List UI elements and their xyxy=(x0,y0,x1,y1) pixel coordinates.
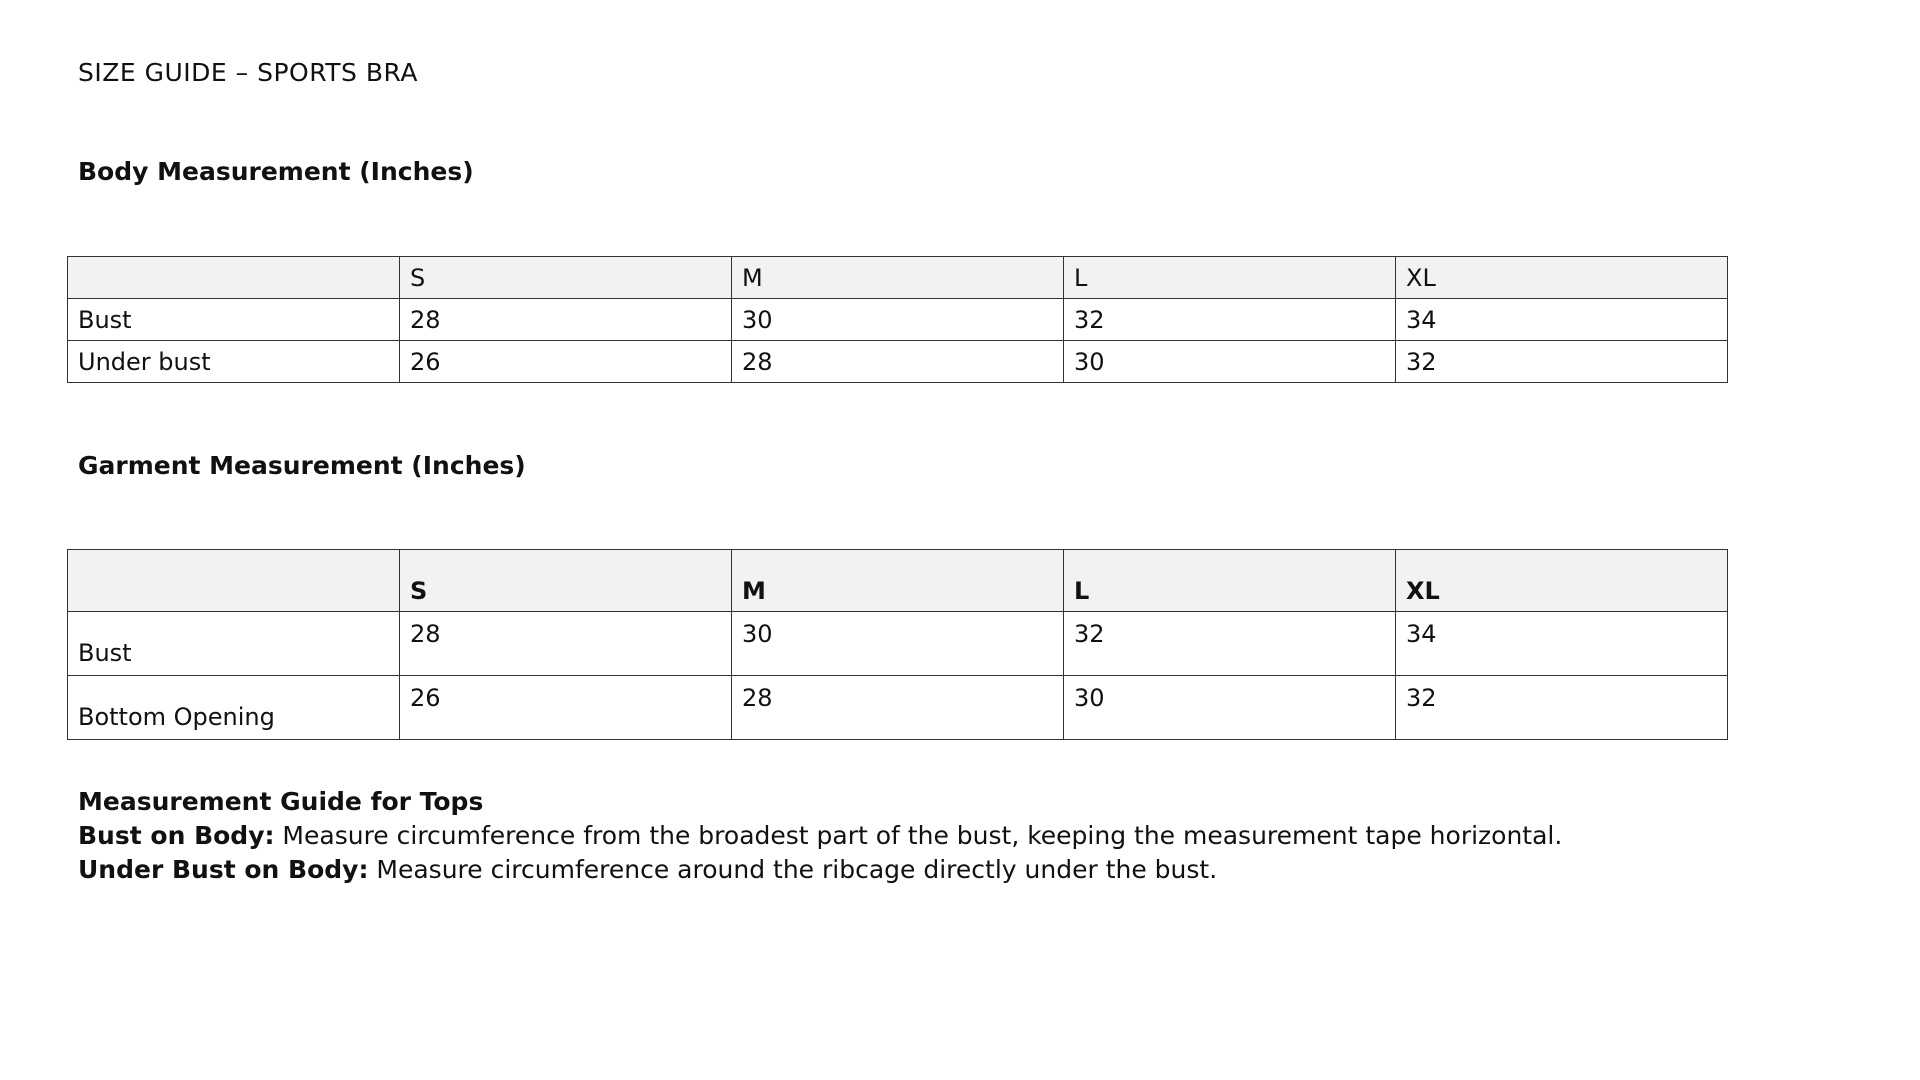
table-cell: 32 xyxy=(1396,676,1728,740)
page-title: SIZE GUIDE – SPORTS BRA xyxy=(78,58,418,87)
measurement-guide-title: Measurement Guide for Tops xyxy=(78,787,484,816)
column-header-l: L xyxy=(1064,257,1396,299)
row-label: Bust xyxy=(68,612,400,676)
guide-item-bust xyxy=(78,819,1562,853)
table-cell: 26 xyxy=(400,676,732,740)
column-header xyxy=(68,257,400,299)
table-header-row xyxy=(68,550,1728,612)
table-row xyxy=(68,299,1728,341)
garment-measurement-table xyxy=(67,549,1728,740)
table-row xyxy=(68,612,1728,676)
guide-text: Measure circumference around the ribcage directly under the bust. xyxy=(368,855,1218,884)
body-measurement-table xyxy=(67,256,1728,383)
table-cell: 30 xyxy=(732,612,1064,676)
table-cell: 32 xyxy=(1064,612,1396,676)
column-header-xl: XL xyxy=(1396,257,1728,299)
table-cell: 34 xyxy=(1396,612,1728,676)
column-header xyxy=(68,550,400,612)
table-row xyxy=(68,341,1728,383)
guide-item-under-bust xyxy=(78,853,1562,887)
row-label: Bust xyxy=(68,299,400,341)
measurement-guide xyxy=(78,785,1562,887)
guide-term: Bust on Body: xyxy=(78,821,275,850)
column-header-l: L xyxy=(1064,550,1396,612)
table-cell: 28 xyxy=(400,299,732,341)
guide-text: Measure circumference from the broadest part of the bust, keeping the measurement tape horizontal. xyxy=(274,821,1563,850)
row-label: Under bust xyxy=(68,341,400,383)
column-header-m: M xyxy=(732,257,1064,299)
table-cell: 32 xyxy=(1396,341,1728,383)
table-cell: 30 xyxy=(732,299,1064,341)
table-cell: 34 xyxy=(1396,299,1728,341)
table-cell: 30 xyxy=(1064,676,1396,740)
table-cell: 28 xyxy=(732,341,1064,383)
column-header-m: M xyxy=(732,550,1064,612)
body-measurement-heading: Body Measurement (Inches) xyxy=(78,157,474,186)
guide-term: Under Bust on Body: xyxy=(78,855,369,884)
column-header-s: S xyxy=(400,550,732,612)
table-cell: 28 xyxy=(732,676,1064,740)
column-header-xl: XL xyxy=(1396,550,1728,612)
garment-measurement-heading: Garment Measurement (Inches) xyxy=(78,451,526,480)
table-cell: 28 xyxy=(400,612,732,676)
table-cell: 32 xyxy=(1064,299,1396,341)
row-label: Bottom Opening xyxy=(68,676,400,740)
table-header-row xyxy=(68,257,1728,299)
column-header-s: S xyxy=(400,257,732,299)
table-row xyxy=(68,676,1728,740)
table-cell: 26 xyxy=(400,341,732,383)
table-cell: 30 xyxy=(1064,341,1396,383)
